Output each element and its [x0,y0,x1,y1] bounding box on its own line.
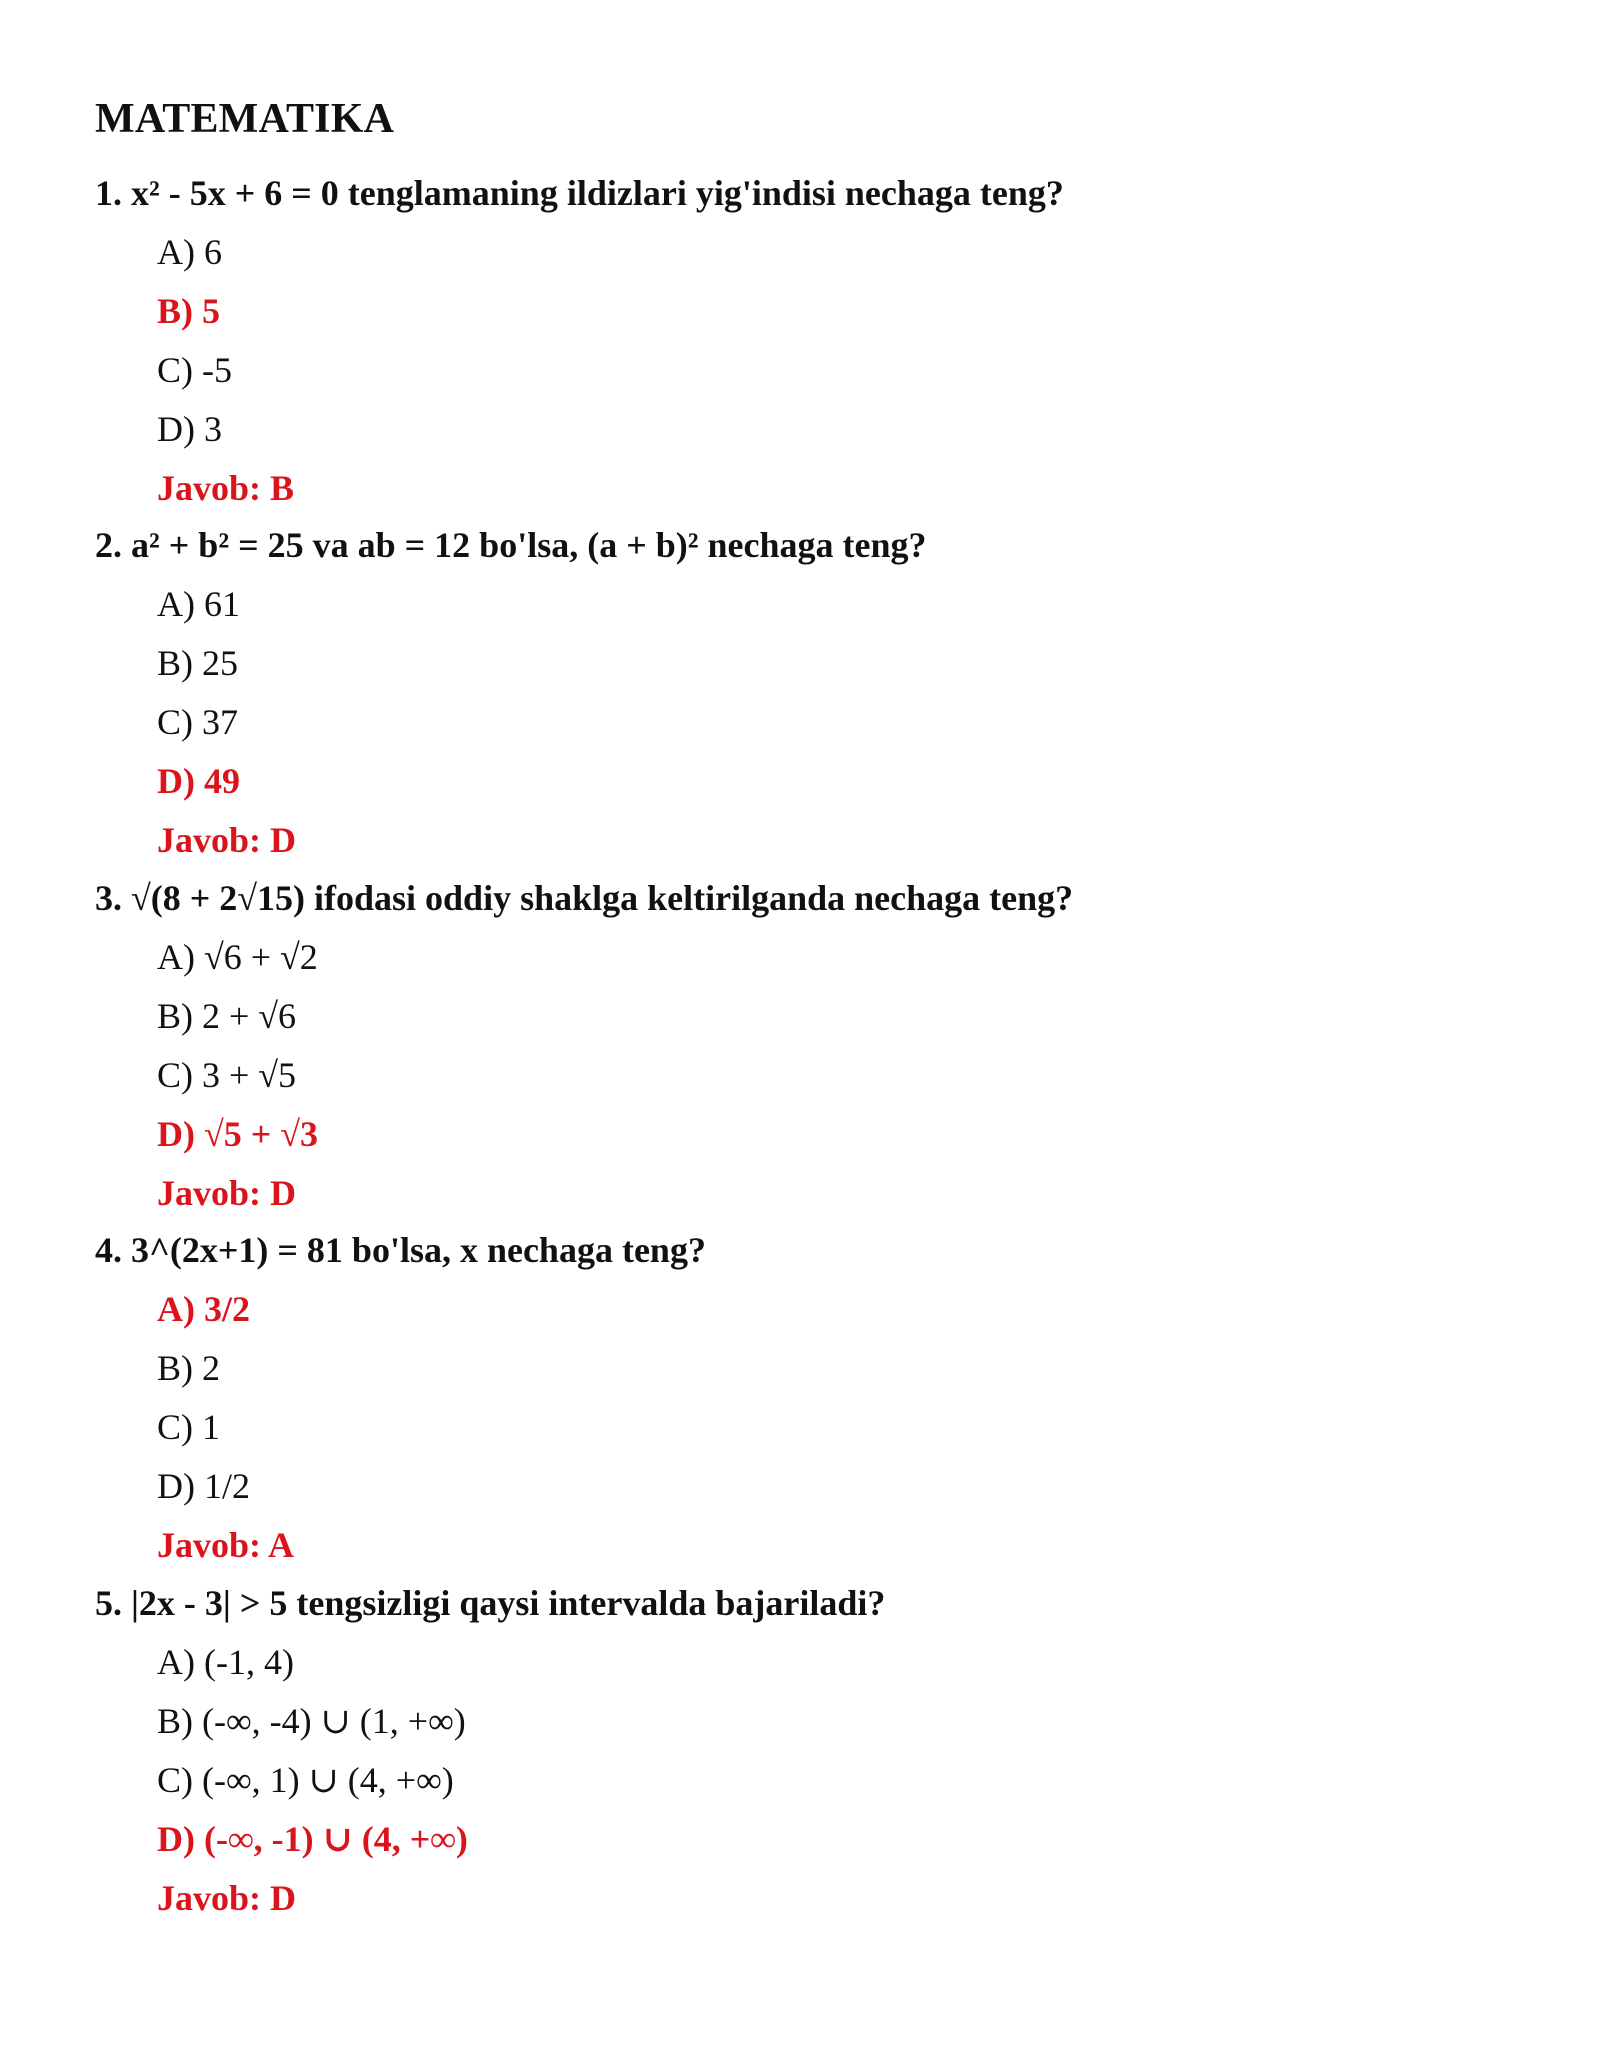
option-b: B) 2 [157,1348,220,1388]
option-d: D) 3 [157,409,222,449]
option-a: A) 61 [157,584,240,624]
option-c: C) -5 [157,350,232,390]
question-2 [95,516,1515,870]
option-d-correct: D) √5 + √3 [157,1114,319,1154]
option-d: D) 1/2 [157,1466,250,1506]
option-a: A) √6 + √2 [157,937,318,977]
option-c: C) (-∞, 1) ∪ (4, +∞) [157,1760,454,1800]
answer-key: Javob: B [157,468,295,508]
question-text: 3. √(8 + 2√15) ifodasi oddiy shaklga keltirilganda nechaga teng? [95,878,1074,918]
option-a: A) 6 [157,232,222,272]
question-5 [95,1574,1515,1928]
question-text: 4. 3^(2x+1) = 81 bo'lsa, x nechaga teng? [95,1230,706,1270]
option-a: A) (-1, 4) [157,1642,294,1682]
question-3 [95,869,1515,1223]
document-title: MATEMATIKA [95,96,395,142]
option-b: B) 25 [157,643,238,683]
option-b: B) (-∞, -4) ∪ (1, +∞) [157,1701,466,1741]
option-a-correct: A) 3/2 [157,1289,250,1329]
question-text: 2. a² + b² = 25 va ab = 12 bo'lsa, (a + b)² nechaga teng? [95,525,927,565]
question-text: 1. x² - 5x + 6 = 0 tenglamaning ildizlari yig'indisi nechaga teng? [95,173,1064,213]
option-c: C) 3 + √5 [157,1055,297,1095]
option-d-correct: D) (-∞, -1) ∪ (4, +∞) [157,1819,468,1859]
option-c: C) 1 [157,1407,220,1447]
answer-key: Javob: D [157,820,297,860]
answer-key: Javob: A [157,1525,295,1565]
option-c: C) 37 [157,702,238,742]
option-b-correct: B) 5 [157,291,220,331]
option-b: B) 2 + √6 [157,996,297,1036]
answer-key: Javob: D [157,1878,297,1918]
question-4 [95,1221,1515,1575]
question-text: 5. |2x - 3| > 5 tengsizligi qaysi intervalda bajariladi? [95,1583,886,1623]
option-d-correct: D) 49 [157,761,240,801]
question-1 [95,164,1515,518]
answer-key: Javob: D [157,1173,297,1213]
